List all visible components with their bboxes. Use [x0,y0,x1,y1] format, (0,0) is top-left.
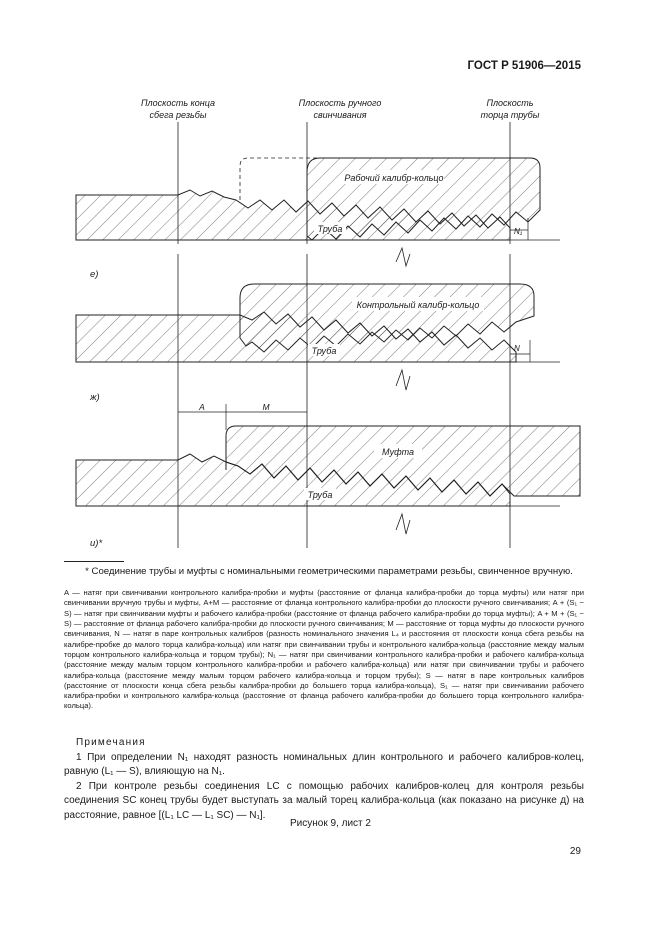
note-2: 2 При контроле резьбы соединения LC с помощью рабочих калибров-колец для контроля резьбы соединения SC конец трубы будет выступать за малый торец калибра-кольца (как показано на рисунке д) на расстояние, равное [(L₁ LC — L₁ SC) — N₁]. [64,780,584,821]
panel-zh-gauge-label: Контрольный калибр-кольцо [356,300,480,310]
panel-zh-drawing [76,284,560,390]
plane-runout-label-1: Плоскость конца [140,98,216,108]
notes-block [64,736,584,823]
plane-pipe-end-label-1: Плоскость [486,98,534,108]
panel-e-drawing [76,158,581,266]
plane-handtight-label-2: свинчивания [313,110,367,120]
footnote-rule [64,561,124,562]
panel-e-label: е) [90,269,99,280]
plane-pipe-end-label-2: торца трубы [480,110,540,120]
notes-heading: Примечания [76,737,146,748]
panel-i-gauge-label: Муфта [381,447,415,457]
panel-i-label: и)* [90,538,103,549]
panel-i-pipe-label: Труба [307,490,333,500]
legend-text: A — натяг при свинчивании контрольного калибра-пробки и муфты (расстояние от фланца калибра-пробки до торца муфты) или натяг при свинчивании вручную трубы и муфты, A+M — расстояние от фланца контрольного калибра-пробки до плоскости ручного свинчивания; A + (S₁ − S) — натяг при свинчивании муфты и рабочего калибра-пробки (расстояние от фланца рабочего калибра-пробки до торца муфты); A + M + (S₁ − S) — расстояние от фланца рабочего калибра-пробки до плоскости ручного свинчивания; M — расстояние от торца муфты до плоскости ручного свинчивания, N — натяг в паре контрольных калибров (разность номинального значения L₄ и расстояния от плоскости конца сбега резьбы на калибре-пробке до малого торца калибра-кольца) или натяг при свинчивании трубы и контрольного калибра-кольца (расстояние между малым торцом контрольного калибра-кольца и торцом трубы); N₁ — натяг при свинчивании контрольного калибра-пробки и рабочего калибра-кольца (расстояние между малым торцом контрольного калибра-пробки и рабочего калибра-кольца) или натяг при свинчивании трубы и рабочего калибра-кольца (расстояние между малым торцом рабочего калибра-кольца и торцом трубы); S — натяг в паре контрольных калибров (расстояние от плоскости конца сбега резьбы калибра-пробки до большего торца калибра-кольца), S₁ — натяг при свинчивании рабочего калибра-пробки и контрольного калибра-кольца (расстояние от фланца рабочего калибра-пробки до большего торца контрольного калибра-кольца). [64,588,584,711]
document-header: ГОСТ Р 51906—2015 [467,60,581,72]
symbol-legend [64,588,584,712]
panel-i-dim-m-label: M [262,402,270,412]
panel-i-dim-a-label: A [199,402,205,412]
footnote: * Соединение трубы и муфты с номинальными геометрическими параметрами резьбы, свинченное вручную. [85,566,573,577]
figure-caption: Рисунок 9, лист 2 [290,818,371,829]
panel-zh-dim-label: N [514,344,520,353]
plane-runout-label-2: сбега резьбы [149,110,207,120]
page-number: 29 [569,846,581,857]
panel-i-drawing [76,404,580,534]
panel-zh-label: ж) [90,392,100,403]
plane-handtight-label-1: Плоскость ручного [298,98,382,108]
note-1: 1 При определении N₁ находят разность номинальных длин контрольного и рабочего калибров-колец, равную (L₁ — S), влияющую на N₁. [64,751,584,777]
panel-e-pipe-label: Труба [317,224,343,234]
panel-e-gauge-label: Рабочий калибр-кольцо [344,173,444,183]
panel-e-dim-label: N₁ [514,227,523,236]
panel-zh-pipe-label: Труба [311,346,337,356]
